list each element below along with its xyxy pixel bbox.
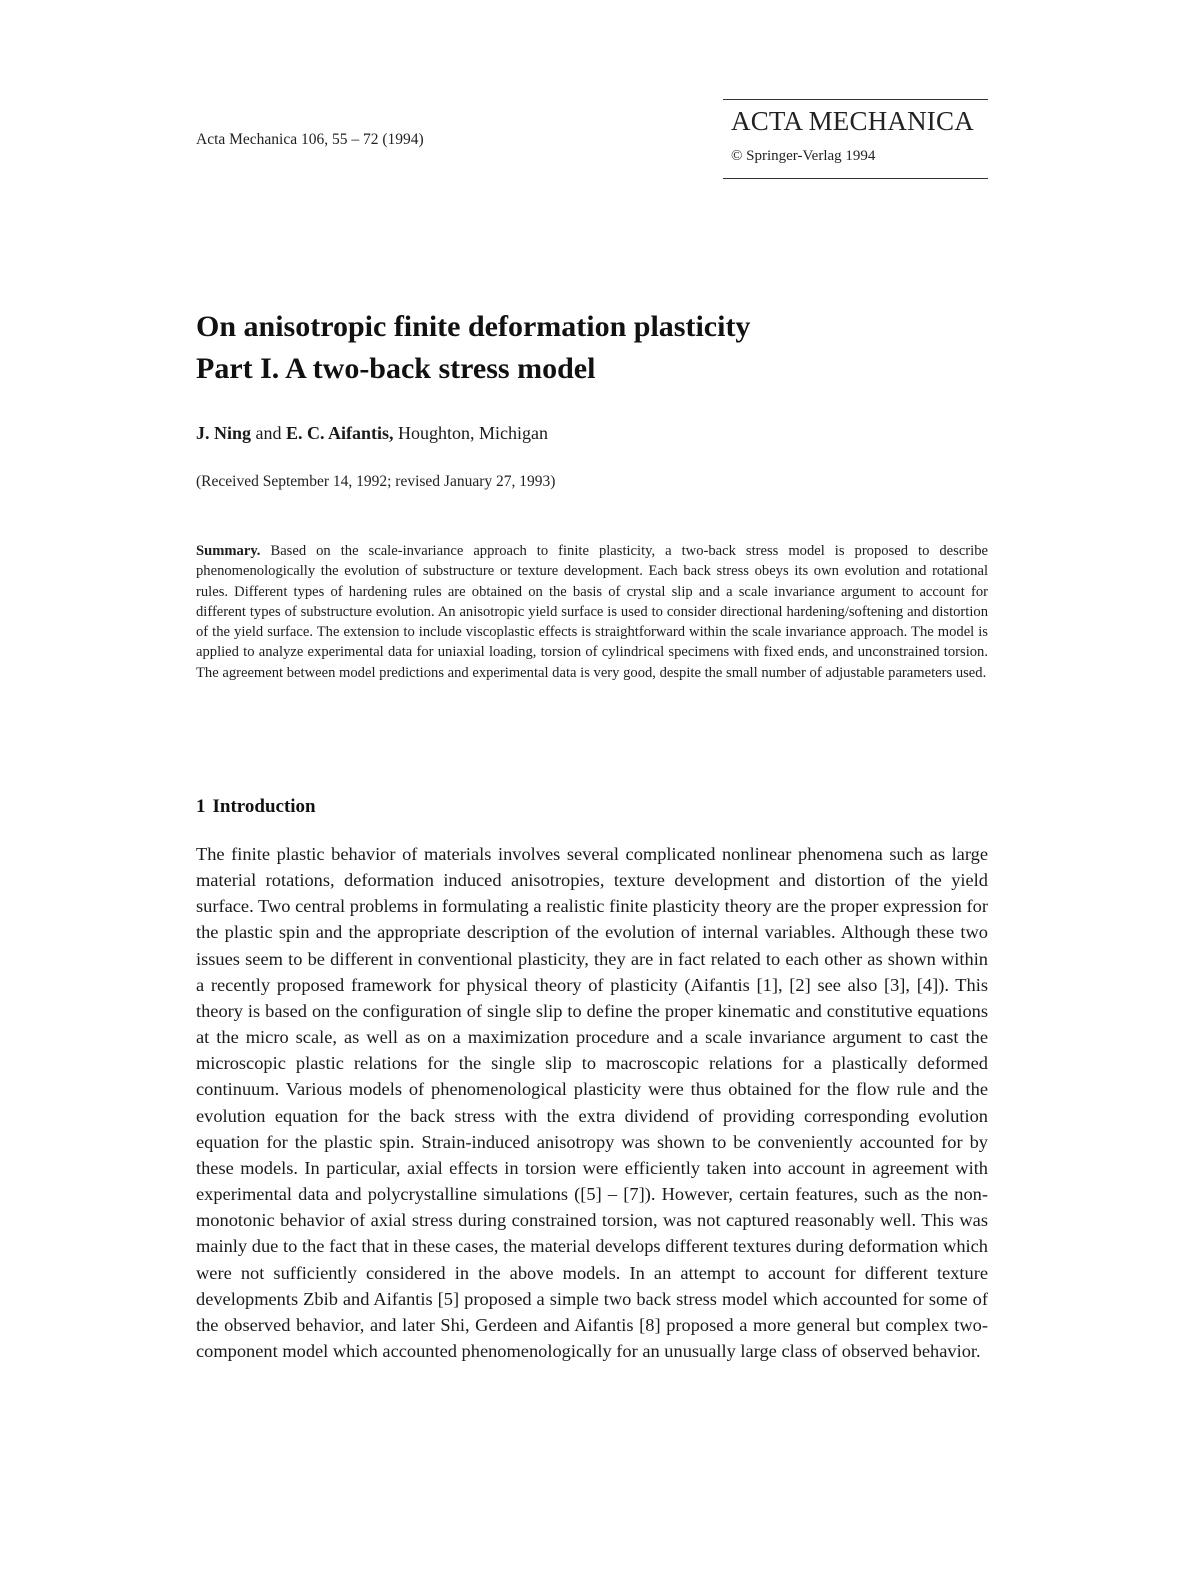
journal-masthead xyxy=(723,99,988,179)
author-conjunction: and xyxy=(255,423,282,443)
journal-name: ACTA MECHANICA xyxy=(731,106,974,136)
paper-title-line2: Part I. A two-back stress model xyxy=(196,352,596,385)
section-number: 1 xyxy=(196,796,206,817)
summary-text: Based on the scale-invariance approach to finite plasticity, a two-back stress model is proposed to describe phenomenologically the evolution of substructure or texture development. Each back stress obeys its own evolution and rotational rules. Different types of hardening rules are obtained on the basis of crystal slip and a scale invariance argument to account for different types of substructure evolution. An anisotropic yield surface is used to consider directional hardening/softening and distortion of the yield surface. The extension to include viscoplastic effects is straightforward within the scale invariance approach. The model is applied to analyze experimental data for uniaxial loading, torsion of cylindrical specimens with fixed ends, and unconstrained torsion. The agreement between model predictions and experimental data is very good, despite the small number of adjustable parameters used. xyxy=(196,543,988,681)
summary-abstract xyxy=(196,541,988,683)
introduction-paragraph: The finite plastic behavior of materials involves several complicated nonlinear phenomena such as large material rotations, deformation induced anisotropies, texture development and distortion of the yield surface. Two central problems in formulating a realistic finite plasticity theory are the proper expression for the plastic spin and the appropriate description of the evolution of internal variables. Although these two issues seem to be different in conventional plasticity, they are in fact related to each other as shown within a recently proposed framework for physical theory of plasticity (Aifantis [1], [2] see also [3], [4]). This theory is based on the configuration of single slip to define the proper kinematic and constitutive equations at the micro scale, as well as on a maximization procedure and a scale invariance argument to cast the microscopic plastic relations for the single slip to macroscopic relations for a plastically deformed continuum. Various models of phenomenological plasticity were thus obtained for the flow rule and the evolution equation for the back stress with the extra dividend of providing corresponding evolution equation for the plastic spin. Strain-induced anisotropy was shown to be conveniently accounted for by these models. In particular, axial effects in torsion were efficiently taken into account in agreement with experimental data and polycrystalline simulations ([5] – [7]). However, certain features, such as the non-monotonic behavior of axial stress during constrained torsion, was not captured reasonably well. This was mainly due to the fact that in these cases, the material develops different textures during deformation which were not sufficiently considered in the above models. In an attempt to account for different texture developments Zbib and Aifantis [5] proposed a simple two back stress model which accounted for some of the observed behavior, and later Shi, Gerdeen and Aifantis [8] proposed a more general but complex two-component model which accounted phenomenologically for an unusually large class of observed behavior. xyxy=(196,844,988,1361)
author-ning: J. Ning xyxy=(196,423,252,443)
journal-citation: Acta Mechanica 106, 55 – 72 (1994) xyxy=(196,131,424,148)
received-dates: (Received September 14, 1992; revised January 27, 1993) xyxy=(196,473,556,490)
section-heading-introduction xyxy=(196,796,316,818)
section-title: Introduction xyxy=(212,796,316,817)
author-line xyxy=(196,423,548,444)
publisher-copyright: © Springer-Verlag 1994 xyxy=(731,148,876,164)
author-affiliation: Houghton, Michigan xyxy=(398,423,549,443)
paper-title xyxy=(196,306,750,390)
paper-title-line1: On anisotropic finite deformation plasticity xyxy=(196,310,751,343)
author-aifantis: E. C. Aifantis, xyxy=(286,423,394,443)
summary-label: Summary. xyxy=(196,543,261,559)
